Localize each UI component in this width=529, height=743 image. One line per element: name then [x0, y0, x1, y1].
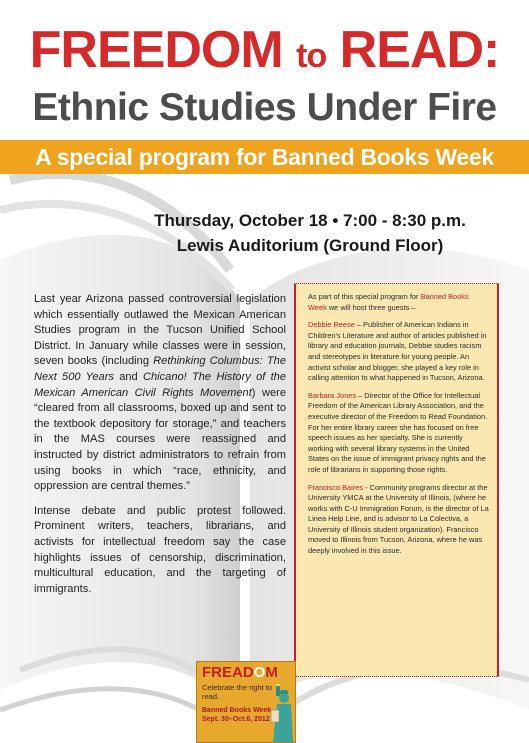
badge-tagline: Celebrate the right to read.: [202, 683, 273, 701]
article-body: [34, 292, 286, 606]
guest-barbara-jones: Barbara Jones – Director of the Office for Intellectual Freedom of the American Library Association, and the executive director of the Freedom to Read Foundation. For her entire library career she has focused on free speech issues as her specialty. She is currently working with several library systems in the United States on the issue of immigrant privacy rights and the role of librarians in supporting those rights.: [308, 390, 488, 474]
guest-name-1: Debbie Reese: [308, 320, 355, 330]
subtitle: Ethnic Studies Under Fire: [32, 86, 497, 129]
guest-debbie-reese: Debbie Reese – Publisher of American Indians in Children's Literature and author of articles published in library and education journals, Debbie studies racism and stereotypes in literature for young people. An activist scholar and blogger, she played a key role in calling attention to what happened in Tucson, Arizona.: [308, 320, 487, 383]
article-paragraph-2: Intense debate and public protest followed. Prominent writers, teachers, librarians, and activists for intellectual freedom say the case highlights issues of censorship, discrimination, multicultural education, and the targeting of immigrants.: [34, 504, 286, 595]
title-connector: to: [296, 37, 327, 75]
guest-name-2: Barbara Jones: [308, 390, 357, 400]
freadom-badge: [196, 661, 296, 743]
book-title-1: Rethinking Columbus: The Next 500 Years: [34, 355, 286, 383]
badge-brand: FREADOM: [202, 664, 278, 681]
banner-text: A special program for Banned Books Week: [35, 144, 494, 170]
guests-intro: As part of this special program for Banned Books Week we will host three guests –: [308, 292, 469, 312]
guest-name-3: Francisco Baires: [308, 482, 364, 492]
banner-band: [0, 140, 529, 174]
main-title: FREEDOM to READ:: [29, 21, 500, 79]
statue-of-liberty-icon: [267, 684, 295, 742]
guest-francisco-baires: Francisco Baires - Community programs director at the University YMCA at the University of Illinois, (where he works with C-U Immigration Forum, is the director of La Linea Help Line, and is advisor to La Colectiva, a University of Illinois student organization). Francisco moved to Illinois from Tucson, Arizona, where he was deeply involved in this issue.: [308, 482, 489, 556]
event-location: Lewis Auditorium (Ground Floor): [176, 236, 444, 255]
event-datetime: Thursday, October 18 • 7:00 - 8:30 p.m.: [154, 211, 466, 230]
badge-dates: Sept. 30–Oct.6, 2012: [202, 715, 270, 723]
badge-week: Banned Books Week Sept. 30–Oct.6, 2012: [202, 707, 272, 723]
event-details: [100, 208, 520, 258]
article-paragraph-1: Last year Arizona passed controversial legislation which essentially outlawed the Mexican American Studies program in the Tucson Unified School District. In January while classes were in session, seven books (including Rethinking Columbus: The Next 500 Years and Chicano! The History of the Mexican American Civil Rights Movement) were “cleared from all classrooms, boxed up and sent to the textbook depository for storage,” and teachers in the MAS courses were reassigned and instructed by district administrators to refrain from using books in which “race, ethnicity, and oppression are central themes.”: [34, 293, 286, 493]
banned-books-week-link[interactable]: Banned Books Week: [308, 292, 469, 312]
book-title-2: Chicano! The History of the Mexican American Civil Rights Movement: [34, 370, 286, 399]
guests-box: [294, 283, 499, 677]
